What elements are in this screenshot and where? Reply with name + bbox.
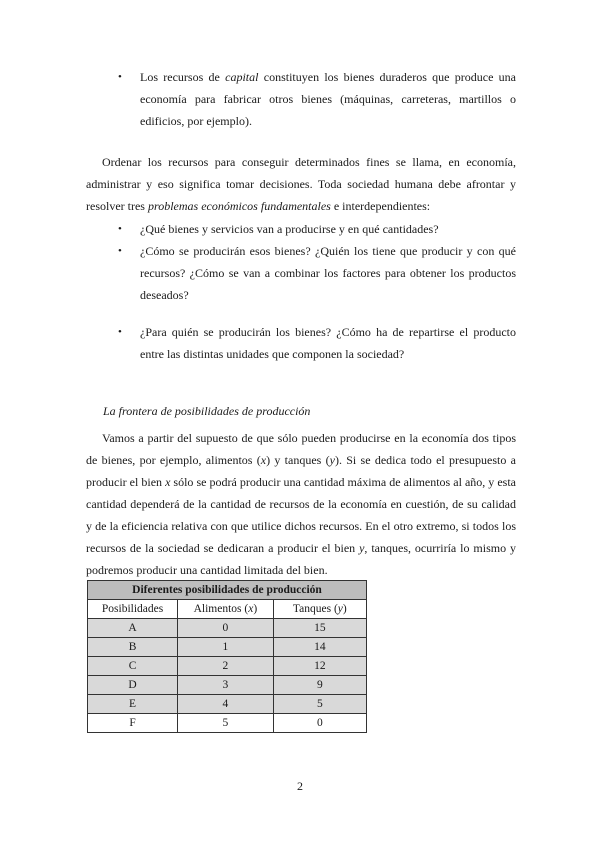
bullet-icon: •: [118, 326, 122, 338]
header-alimentos: [178, 600, 274, 619]
table-row: [88, 676, 367, 695]
problem-text: ¿Para quién se producirán los bienes? ¿Cómo ha de repartirse el producto entre las distintas unidades que componen la sociedad?: [140, 325, 516, 361]
cell-option: C: [88, 657, 178, 676]
table-row: [88, 619, 367, 638]
capital-bullet-list: [118, 66, 516, 132]
capital-bullet-suffix: constituyen los bienes duraderos que produce una economía para fabricar otros bienes (máquinas, carreteras, martillos o edificios, por ejemplo).: [140, 70, 516, 128]
frontier-text: Vamos a partir del supuesto de que sólo pueden producirse en la economía dos tipos de bienes, por ejemplo, alimentos (: [86, 431, 516, 467]
var-y: y: [359, 541, 365, 555]
problems-bullet-list-2: [118, 321, 516, 365]
problem-item-how: [118, 240, 516, 306]
cell-alimentos: 1: [178, 638, 274, 657]
cell-alimentos: 3: [178, 676, 274, 695]
cell-alimentos: 0: [178, 619, 274, 638]
frontier-text: sólo se podrá producir una cantidad máxima de alimentos al año, y esta cantidad dependerá de la cantidad de recursos de la economía en cuestión, de su calidad y de la eficiencia relativa con que utilice dichos recursos. En el otro extremo, si todos los recursos de la sociedad se dedicaran a producir el bien: [86, 475, 516, 555]
header-tanques: [273, 600, 366, 619]
cell-tanques: 15: [273, 619, 366, 638]
bullet-icon: •: [118, 71, 122, 83]
cell-option: B: [88, 638, 178, 657]
bullet-icon: •: [118, 245, 122, 257]
var-x: x: [165, 475, 171, 489]
table-header-row: [88, 600, 367, 619]
bullet-icon: •: [118, 223, 122, 235]
production-possibilities-table: [87, 580, 367, 733]
table-title-row: [88, 581, 367, 600]
problem-item-what: [118, 218, 516, 240]
cell-option: D: [88, 676, 178, 695]
header-alimentos-close: ): [253, 603, 258, 615]
problems-bullet-list: [118, 218, 516, 306]
header-alimentos-var: x: [248, 603, 254, 615]
cell-tanques: 0: [273, 714, 366, 733]
capital-term: capital: [225, 70, 259, 84]
var-y: y: [329, 453, 335, 467]
header-tanques-var: y: [337, 603, 343, 615]
cell-tanques: 9: [273, 676, 366, 695]
section-heading: La frontera de posibilidades de producción: [103, 404, 311, 418]
header-alimentos-label: Alimentos (: [193, 603, 249, 615]
capital-bullet-prefix: Los recursos de: [140, 70, 226, 84]
fundamental-problems-term: problemas económicos fundamentales: [147, 199, 331, 213]
frontier-text: ) y tanques (: [266, 453, 330, 467]
table-title: Diferentes posibilidades de producción: [88, 581, 367, 600]
var-x: x: [260, 453, 267, 467]
page-number: 2: [297, 779, 303, 793]
table-row: [88, 657, 367, 676]
cell-alimentos: 2: [178, 657, 274, 676]
capital-bullet-item: [118, 66, 516, 132]
cell-tanques: 14: [273, 638, 366, 657]
table-row: [88, 714, 367, 733]
cell-tanques: 5: [273, 695, 366, 714]
cell-option: F: [88, 714, 178, 733]
problem-item-for-whom: [118, 321, 516, 365]
frontier-paragraph: [86, 427, 516, 581]
intro-paragraph-before: Ordenar los recursos para conseguir determinados fines se llama, en economía, administrar y eso significa tomar decisiones. Toda sociedad humana debe afrontar y resolver tres: [86, 155, 516, 213]
header-tanques-close: ): [342, 603, 347, 615]
cell-option: A: [88, 619, 178, 638]
header-possibilities: Posibilidades: [88, 600, 178, 619]
cell-alimentos: 5: [178, 714, 274, 733]
cell-alimentos: 4: [178, 695, 274, 714]
table-row: [88, 695, 367, 714]
header-tanques-label: Tanques (: [292, 603, 338, 615]
intro-paragraph-after: e interdependientes:: [330, 199, 431, 213]
cell-tanques: 12: [273, 657, 366, 676]
intro-paragraph: [86, 151, 516, 217]
frontier-text: ). Si se dedica todo el presupuesto a producir el bien: [86, 453, 516, 489]
frontier-text: , tanques, ocurriría lo mismo y podremos producir una cantidad limitada del bien.: [86, 541, 516, 577]
problem-text: ¿Qué bienes y servicios van a producirse y en qué cantidades?: [140, 222, 439, 236]
problem-text: ¿Cómo se producirán esos bienes? ¿Quién los tiene que producir y con qué recursos? ¿Cómo se van a combinar los factores para obtener los productos deseados?: [140, 244, 516, 302]
table-row: [88, 638, 367, 657]
cell-option: E: [88, 695, 178, 714]
